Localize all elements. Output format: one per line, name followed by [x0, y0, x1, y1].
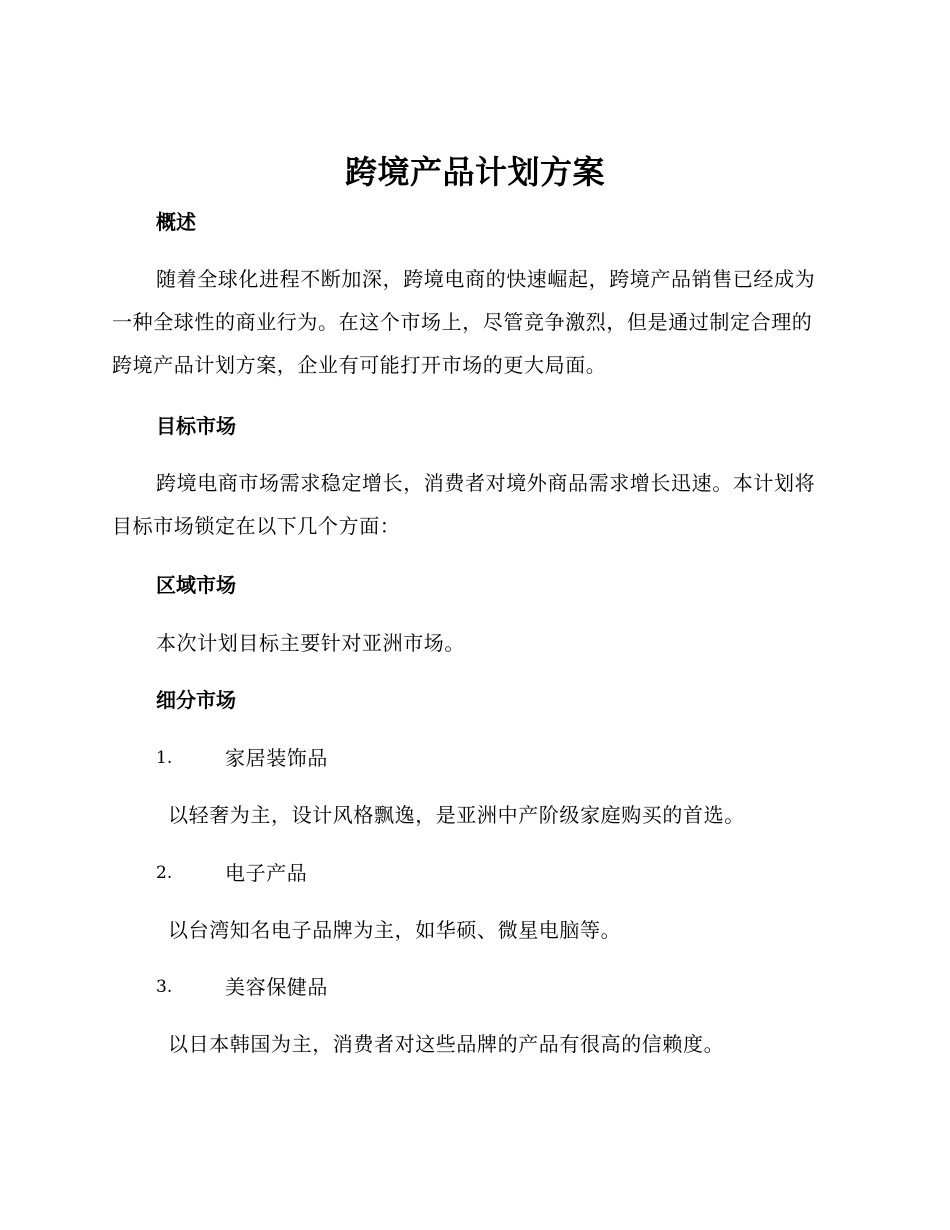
list-item-number: 3. — [156, 977, 173, 997]
list-item-label: 电子产品 — [225, 861, 308, 885]
list-item-description: 以台湾知名电子品牌为主，如华硕、微星电脑等。 — [168, 918, 622, 942]
target-market-paragraph: 跨境电商市场需求稳定增长，消费者对境外商品需求增长迅速。本计划将目标市场锁定在以下几个方面： — [112, 471, 816, 538]
section-heading-regional-market: 区域市场 — [156, 573, 236, 597]
section-heading-segment-market: 细分市场 — [156, 688, 236, 712]
list-item-description: 以轻奢为主，设计风格飘逸，是亚洲中产阶级家庭购买的首选。 — [168, 803, 745, 827]
overview-paragraph: 随着全球化进程不断加深，跨境电商的快速崛起，跨境产品销售已经成为一种全球性的商业行为。在这个市场上，尽管竞争激烈，但是通过制定合理的跨境产品计划方案，企业有可能打开市场的更大局面。 — [112, 267, 816, 377]
section-heading-target-market: 目标市场 — [156, 414, 236, 438]
list-item-number: 1. — [156, 748, 173, 768]
section-heading-overview: 概述 — [156, 210, 196, 234]
regional-market-text: 本次计划目标主要针对亚洲市场。 — [156, 631, 465, 655]
list-item-label: 美容保健品 — [225, 975, 328, 999]
list-item-description: 以日本韩国为主，消费者对这些品牌的产品有很高的信赖度。 — [168, 1032, 725, 1056]
list-item-number: 2. — [156, 863, 173, 883]
document-title: 跨境产品计划方案 — [344, 153, 605, 191]
list-item-label: 家居装饰品 — [225, 746, 328, 770]
